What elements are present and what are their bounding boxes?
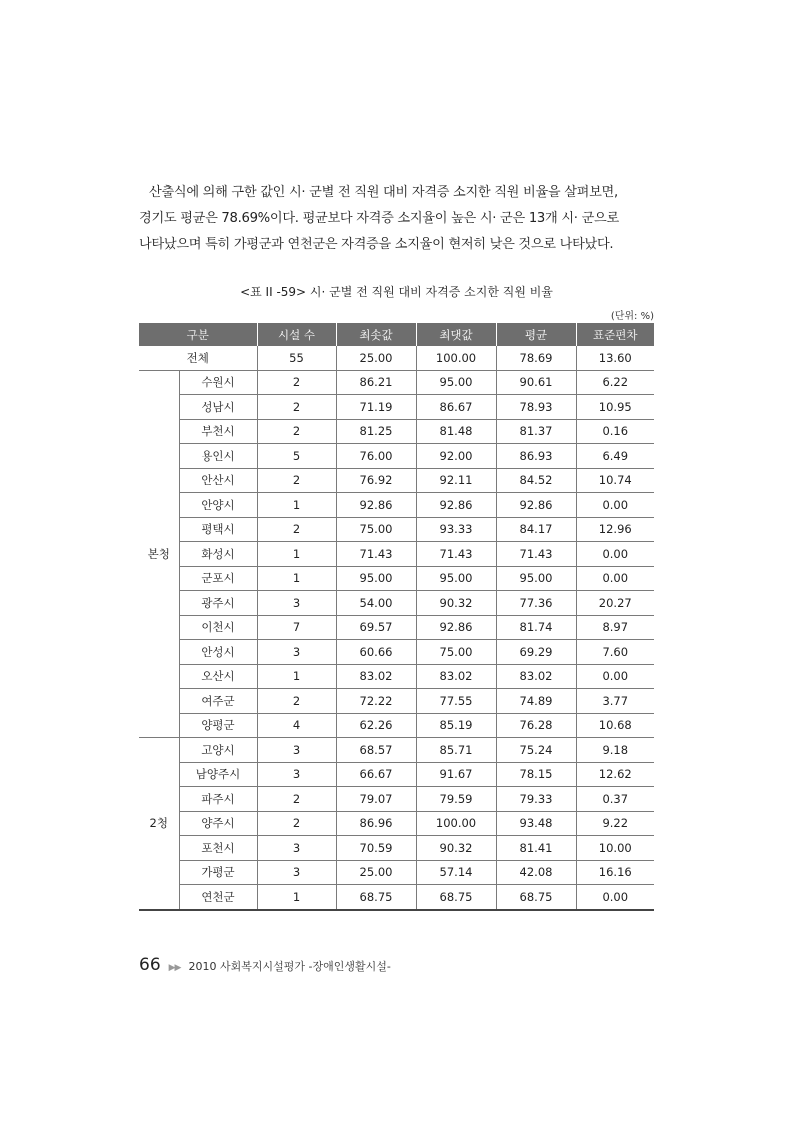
std-cell: 10.00 — [576, 836, 654, 861]
table-row — [139, 444, 654, 469]
city-cell: 안양시 — [179, 493, 257, 518]
table-row-total — [139, 346, 654, 370]
min-cell: 76.92 — [336, 468, 416, 493]
facility-count-cell: 2 — [257, 468, 336, 493]
min-cell: 70.59 — [336, 836, 416, 861]
table-row — [139, 713, 654, 738]
header-std: 표준편차 — [576, 323, 654, 346]
std-cell: 13.60 — [576, 346, 654, 370]
max-cell: 95.00 — [416, 370, 496, 395]
min-cell: 68.57 — [336, 738, 416, 763]
mean-cell: 81.41 — [496, 836, 576, 861]
table-row — [139, 591, 654, 616]
max-cell: 57.14 — [416, 860, 496, 885]
intro-line-1: 산출식에 의해 구한 값인 시· 군별 전 직원 대비 자격증 소지한 직원 비율을 살펴보면, — [149, 185, 618, 200]
facility-count-cell: 2 — [257, 517, 336, 542]
mean-cell: 78.69 — [496, 346, 576, 370]
facility-count-cell: 3 — [257, 640, 336, 665]
mean-cell: 92.86 — [496, 493, 576, 518]
facility-count-cell: 4 — [257, 713, 336, 738]
min-cell: 71.19 — [336, 395, 416, 420]
max-cell: 90.32 — [416, 591, 496, 616]
table-row — [139, 370, 654, 395]
city-cell: 용인시 — [179, 444, 257, 469]
city-cell: 양평군 — [179, 713, 257, 738]
max-cell: 85.71 — [416, 738, 496, 763]
min-cell: 62.26 — [336, 713, 416, 738]
max-cell: 90.32 — [416, 836, 496, 861]
facility-count-cell: 2 — [257, 689, 336, 714]
min-cell: 60.66 — [336, 640, 416, 665]
mean-cell: 93.48 — [496, 811, 576, 836]
page-number: 66 — [139, 955, 161, 975]
max-cell: 68.75 — [416, 885, 496, 910]
table-row — [139, 885, 654, 910]
facility-count-cell: 2 — [257, 395, 336, 420]
table-row — [139, 664, 654, 689]
max-cell: 100.00 — [416, 811, 496, 836]
std-cell: 16.16 — [576, 860, 654, 885]
city-cell: 안산시 — [179, 468, 257, 493]
max-cell: 100.00 — [416, 346, 496, 370]
table-row — [139, 615, 654, 640]
table-row — [139, 738, 654, 763]
std-cell: 9.18 — [576, 738, 654, 763]
mean-cell: 90.61 — [496, 370, 576, 395]
table-row — [139, 566, 654, 591]
mean-cell: 69.29 — [496, 640, 576, 665]
std-cell: 9.22 — [576, 811, 654, 836]
std-cell: 12.62 — [576, 762, 654, 787]
std-cell: 0.00 — [576, 885, 654, 910]
min-cell: 68.75 — [336, 885, 416, 910]
mean-cell: 42.08 — [496, 860, 576, 885]
min-cell: 92.86 — [336, 493, 416, 518]
mean-cell: 76.28 — [496, 713, 576, 738]
city-cell: 남양주시 — [179, 762, 257, 787]
min-cell: 69.57 — [336, 615, 416, 640]
table-caption: <표 II -59> 시· 군별 전 직원 대비 자격증 소지한 직원 비율 — [240, 285, 553, 299]
max-cell: 92.00 — [416, 444, 496, 469]
min-cell: 76.00 — [336, 444, 416, 469]
table-row — [139, 395, 654, 420]
std-cell: 0.37 — [576, 787, 654, 812]
facility-count-cell: 7 — [257, 615, 336, 640]
city-cell: 포천시 — [179, 836, 257, 861]
city-cell: 안성시 — [179, 640, 257, 665]
table-row — [139, 419, 654, 444]
facility-count-cell: 2 — [257, 419, 336, 444]
std-cell: 10.95 — [576, 395, 654, 420]
city-cell: 이천시 — [179, 615, 257, 640]
max-cell: 77.55 — [416, 689, 496, 714]
facility-count-cell: 1 — [257, 664, 336, 689]
mean-cell: 84.52 — [496, 468, 576, 493]
std-cell: 6.49 — [576, 444, 654, 469]
mean-cell: 78.15 — [496, 762, 576, 787]
min-cell: 83.02 — [336, 664, 416, 689]
std-cell: 10.74 — [576, 468, 654, 493]
city-cell: 군포시 — [179, 566, 257, 591]
facility-count-cell: 1 — [257, 566, 336, 591]
std-cell: 0.16 — [576, 419, 654, 444]
city-cell: 양주시 — [179, 811, 257, 836]
running-title: 2010 사회복지시설평가 -장애인생활시설- — [188, 960, 391, 973]
min-cell: 81.25 — [336, 419, 416, 444]
region-cell: 2청 — [139, 738, 179, 910]
max-cell: 85.19 — [416, 713, 496, 738]
facility-count-cell: 1 — [257, 885, 336, 910]
max-cell: 81.48 — [416, 419, 496, 444]
facility-count-cell: 3 — [257, 591, 336, 616]
std-cell: 3.77 — [576, 689, 654, 714]
max-cell: 92.86 — [416, 615, 496, 640]
city-cell: 화성시 — [179, 542, 257, 567]
intro-line-3: 나타났으며 특히 가평군과 연천군은 자격증을 소지율이 현저히 낮은 것으로 나타났다. — [139, 237, 614, 252]
std-cell: 0.00 — [576, 493, 654, 518]
facility-count-cell: 5 — [257, 444, 336, 469]
table-row — [139, 689, 654, 714]
table-row — [139, 836, 654, 861]
header-facility-count: 시설 수 — [257, 323, 336, 346]
intro-paragraph — [139, 180, 657, 258]
std-cell: 7.60 — [576, 640, 654, 665]
std-cell: 8.97 — [576, 615, 654, 640]
facility-count-cell: 3 — [257, 860, 336, 885]
city-cell: 성남시 — [179, 395, 257, 420]
std-cell: 0.00 — [576, 664, 654, 689]
table-row — [139, 640, 654, 665]
city-cell: 평택시 — [179, 517, 257, 542]
min-cell: 72.22 — [336, 689, 416, 714]
facility-count-cell: 1 — [257, 493, 336, 518]
table-row — [139, 787, 654, 812]
max-cell: 86.67 — [416, 395, 496, 420]
table-row — [139, 468, 654, 493]
mean-cell: 83.02 — [496, 664, 576, 689]
min-cell: 25.00 — [336, 860, 416, 885]
city-cell: 고양시 — [179, 738, 257, 763]
std-cell: 0.00 — [576, 542, 654, 567]
mean-cell: 95.00 — [496, 566, 576, 591]
mean-cell: 74.89 — [496, 689, 576, 714]
mean-cell: 75.24 — [496, 738, 576, 763]
max-cell: 79.59 — [416, 787, 496, 812]
table-header-row — [139, 323, 654, 346]
region-cell: 본청 — [139, 370, 179, 738]
header-max: 최댓값 — [416, 323, 496, 346]
total-label-cell: 전체 — [139, 346, 257, 370]
table-row — [139, 493, 654, 518]
city-cell: 여주군 — [179, 689, 257, 714]
table-row — [139, 542, 654, 567]
header-mean: 평균 — [496, 323, 576, 346]
std-cell: 10.68 — [576, 713, 654, 738]
certification-ratio-table — [139, 323, 654, 911]
city-cell: 가평군 — [179, 860, 257, 885]
min-cell: 75.00 — [336, 517, 416, 542]
facility-count-cell: 55 — [257, 346, 336, 370]
max-cell: 93.33 — [416, 517, 496, 542]
intro-line-2: 경기도 평균은 78.69%이다. 평균보다 자격증 소지율이 높은 시· 군은 13개 시· 군으로 — [139, 211, 619, 226]
mean-cell: 71.43 — [496, 542, 576, 567]
table-row — [139, 860, 654, 885]
facility-count-cell: 2 — [257, 370, 336, 395]
max-cell: 92.11 — [416, 468, 496, 493]
mean-cell: 81.37 — [496, 419, 576, 444]
max-cell: 91.67 — [416, 762, 496, 787]
max-cell: 92.86 — [416, 493, 496, 518]
min-cell: 71.43 — [336, 542, 416, 567]
max-cell: 71.43 — [416, 542, 496, 567]
facility-count-cell: 3 — [257, 836, 336, 861]
std-cell: 6.22 — [576, 370, 654, 395]
facility-count-cell: 2 — [257, 811, 336, 836]
header-min: 최솟값 — [336, 323, 416, 346]
facility-count-cell: 3 — [257, 762, 336, 787]
mean-cell: 78.93 — [496, 395, 576, 420]
mean-cell: 86.93 — [496, 444, 576, 469]
facility-count-cell: 2 — [257, 787, 336, 812]
max-cell: 95.00 — [416, 566, 496, 591]
max-cell: 83.02 — [416, 664, 496, 689]
mean-cell: 68.75 — [496, 885, 576, 910]
page-footer — [139, 955, 391, 975]
min-cell: 95.00 — [336, 566, 416, 591]
city-cell: 연천군 — [179, 885, 257, 910]
mean-cell: 81.74 — [496, 615, 576, 640]
table-row — [139, 811, 654, 836]
facility-count-cell: 1 — [257, 542, 336, 567]
std-cell: 12.96 — [576, 517, 654, 542]
min-cell: 66.67 — [336, 762, 416, 787]
mean-cell: 77.36 — [496, 591, 576, 616]
header-category: 구분 — [139, 323, 257, 346]
min-cell: 86.96 — [336, 811, 416, 836]
min-cell: 25.00 — [336, 346, 416, 370]
table-row — [139, 517, 654, 542]
min-cell: 54.00 — [336, 591, 416, 616]
min-cell: 86.21 — [336, 370, 416, 395]
std-cell: 0.00 — [576, 566, 654, 591]
city-cell: 광주시 — [179, 591, 257, 616]
unit-label: (단위: %) — [610, 311, 654, 322]
facility-count-cell: 3 — [257, 738, 336, 763]
arrow-icon: ▶▶ — [168, 963, 181, 973]
min-cell: 79.07 — [336, 787, 416, 812]
city-cell: 부천시 — [179, 419, 257, 444]
std-cell: 20.27 — [576, 591, 654, 616]
max-cell: 75.00 — [416, 640, 496, 665]
city-cell: 파주시 — [179, 787, 257, 812]
mean-cell: 79.33 — [496, 787, 576, 812]
table-row — [139, 762, 654, 787]
city-cell: 오산시 — [179, 664, 257, 689]
city-cell: 수원시 — [179, 370, 257, 395]
mean-cell: 84.17 — [496, 517, 576, 542]
